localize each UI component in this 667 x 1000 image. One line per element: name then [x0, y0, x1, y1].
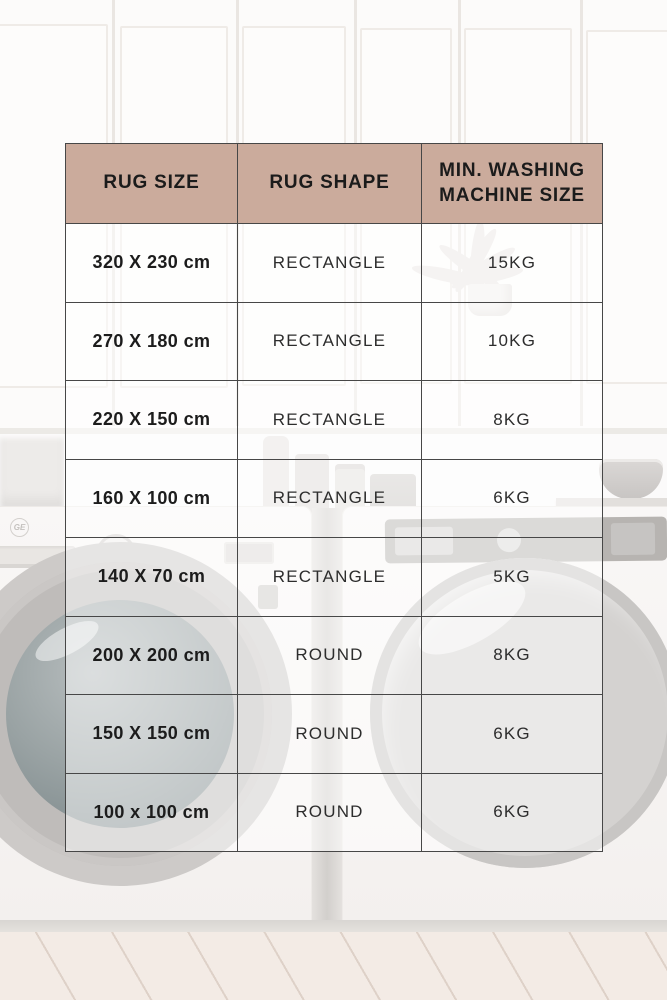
- machine-size-cell: 6KG: [422, 695, 603, 774]
- table-row: [66, 695, 603, 774]
- rug-size-cell: 100 x 100 cm: [66, 773, 238, 852]
- header-row: [66, 144, 603, 224]
- marble-counter: [0, 434, 64, 506]
- rug-size-cell: 150 X 150 cm: [66, 695, 238, 774]
- metal-bowl: [599, 459, 663, 499]
- rug-shape-cell: ROUND: [238, 773, 422, 852]
- table-row: [66, 302, 603, 381]
- rug-shape-cell: RECTANGLE: [238, 224, 422, 303]
- machine-size-cell: 8KG: [422, 616, 603, 695]
- ge-logo: GE: [10, 518, 29, 537]
- table-row: [66, 459, 603, 538]
- table-row: [66, 381, 603, 460]
- column-header-rug-shape: RUG SHAPE: [238, 144, 422, 224]
- machine-size-cell: 6KG: [422, 773, 603, 852]
- rug-size-cell: 270 X 180 cm: [66, 302, 238, 381]
- machine-size-cell: 15KG: [422, 224, 603, 303]
- rug-size-cell: 160 X 100 cm: [66, 459, 238, 538]
- rug-shape-cell: RECTANGLE: [238, 538, 422, 617]
- table-row: [66, 224, 603, 303]
- wood-floor: [0, 932, 667, 1000]
- rug-size-cell: 140 X 70 cm: [66, 538, 238, 617]
- rug-shape-cell: RECTANGLE: [238, 302, 422, 381]
- rug-size-cell: 200 X 200 cm: [66, 616, 238, 695]
- table-row: [66, 773, 603, 852]
- rug-shape-cell: ROUND: [238, 695, 422, 774]
- table-row: [66, 538, 603, 617]
- rug-shape-cell: RECTANGLE: [238, 381, 422, 460]
- column-header-rug-size: RUG SIZE: [66, 144, 238, 224]
- rug-shape-cell: ROUND: [238, 616, 422, 695]
- panel-buttons: [611, 523, 655, 555]
- column-header-machine-size: MIN. WASHING MACHINE SIZE: [422, 144, 603, 224]
- machine-size-cell: 6KG: [422, 459, 603, 538]
- rug-washing-machine-size-table: [65, 143, 603, 852]
- machine-size-cell: 10KG: [422, 302, 603, 381]
- rug-size-cell: 220 X 150 cm: [66, 381, 238, 460]
- machine-size-cell: 8KG: [422, 381, 603, 460]
- rug-shape-cell: RECTANGLE: [238, 459, 422, 538]
- table-row: [66, 616, 603, 695]
- rug-size-cell: 320 X 230 cm: [66, 224, 238, 303]
- machine-size-cell: 5KG: [422, 538, 603, 617]
